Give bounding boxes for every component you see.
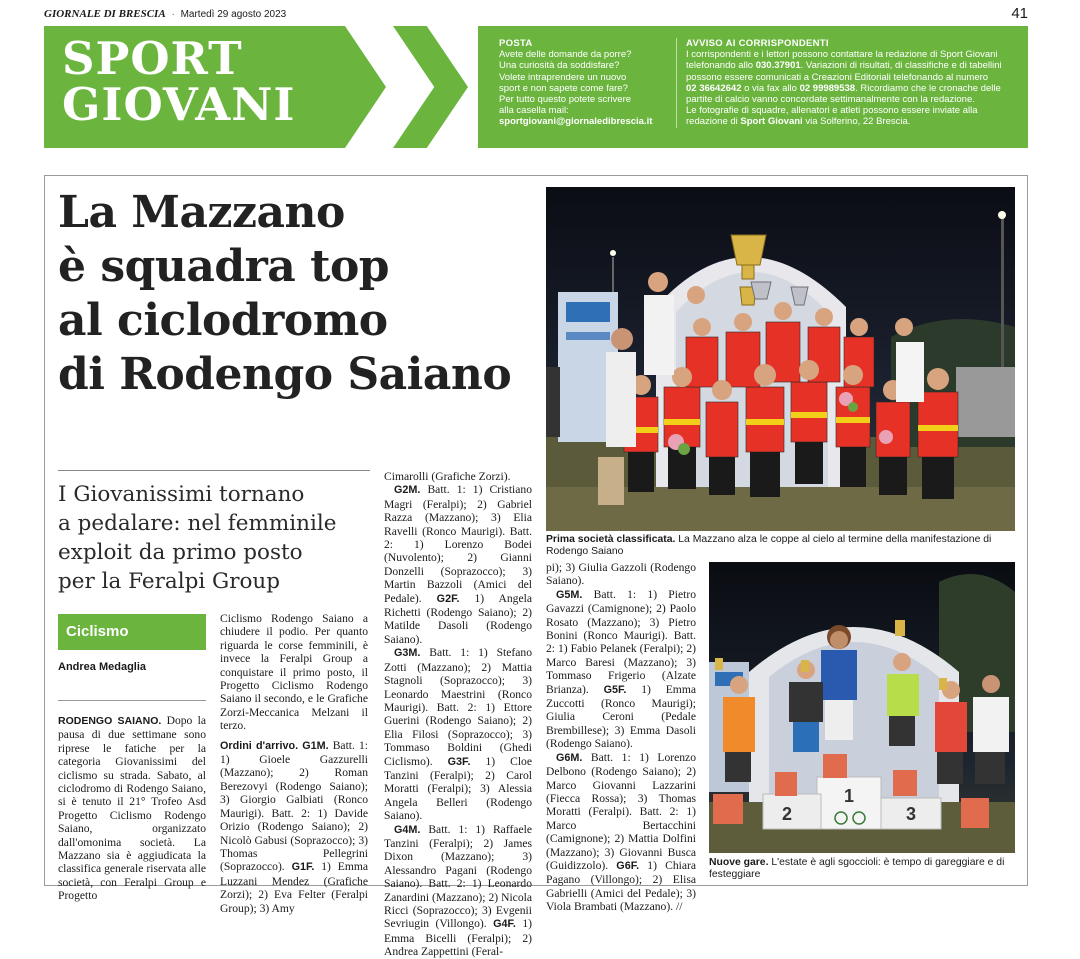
category-label: G4M.: [394, 823, 421, 836]
results-text: Batt. 1: 1) Gioele Gazzurelli (Mazzano); 2) Roman Berezovyi (Rodengo Saiano); 3) Giorgio Galbiati (Ronco Maurigi). Batt. 2: 1) Davide Orizio (Rodengo Saiano); 2) Nicolò Gabusi (Soprazocco); 3) Thomas Pellegrini (Soprazocco).: [220, 738, 368, 874]
body-text: Ciclismo Rodengo Saiano a chiudere il podio. Per quanto riguarda le corse femminili, è invece la Feralpi Group a conquistare il primo posto, il Progetto Ciclismo Rodengo Saiano il secondo, e le Grafiche Zorzi-Meccanica Melzani il terzo.: [220, 612, 368, 733]
category-label: G3F.: [447, 755, 471, 768]
podium-number: 1: [843, 786, 855, 806]
separator: ·: [171, 9, 175, 20]
masthead: GIORNALE DI BRESCIA: [44, 8, 166, 20]
results-label: Ordini d'arrivo. G1M.: [220, 739, 329, 752]
category-label: G6F.: [616, 859, 640, 872]
avviso-line: telefonando allo 030.37901. Variazioni di risultati, di classifiche e di tabellini: [686, 60, 1002, 72]
category-label: G1F.: [291, 861, 315, 874]
page-number: 41: [1011, 5, 1028, 22]
avviso-box: [676, 38, 1016, 128]
article-column-2: [220, 612, 368, 915]
posta-line: Per tutto questo potete scrivere: [499, 94, 632, 106]
article-subheadline: [58, 480, 378, 596]
posta-line: alla casella mail:: [499, 105, 569, 117]
article-column-4: pi); 3) Giulia Gazzoli (Rodengo Saiano). G5M. Batt. 1: 1) Pietro Gavazzi (Camignone); 2) Paolo Rosato (Mazzano); 3) Pietro Bonini (Ronco Maurigi). Batt. 2: 1) Fabio Pelanek (Feralpi); 2) Marco Baresi (Mazzano); 3) Tommaso Frigerio (Alzate Brianza). G5F. 1) Emma Zuccotti (Ronco Maurigi); Giulia Ceroni (Pedale Brembillese); 3) Emma Dasoli (Rodengo Saiano). G6M. Batt. 1: 1) Lorenzo Delbono (Rodengo Saiano); 2) Marco Giovanni Lazzarini (Fiecca Rossa); 3) Thomas Moratti (Feralpi). Batt. 2: 1) Marco Bertacchini (Camignone); 2) Mattia Dolfini (Mazzano); 3) Giovanni Busca (Guidizzolo). G6F. 1) Chiara Pagano (Villongo); 2) Elisa Gabrielli (Amici del Pedale); 3) Viola Brambati (Mazzano). //: [546, 561, 696, 914]
info-banner: [478, 26, 1028, 148]
phone-number: 030.37901: [755, 60, 801, 72]
posta-line: sport e non sapete come fare?: [499, 82, 628, 94]
subhead-line: a pedalare: nel femminile: [58, 511, 337, 536]
subhead-line: per la Feralpi Group: [58, 569, 281, 594]
avviso-line: partite di calcio vanno concordate settimanalmente con la redazione.: [686, 94, 975, 106]
section-title-line1: SPORT: [62, 32, 243, 85]
headline-line: è squadra top: [58, 241, 390, 292]
divider: [58, 470, 370, 471]
article-headline: [58, 186, 538, 402]
avviso-line: possono essere comunicati a Creazioni Editoriali telefonando al numero: [686, 71, 989, 83]
category-label: G4F.: [493, 918, 516, 931]
results-text: pi); 3) Giulia Gazzoli (Rodengo Saiano).: [546, 561, 696, 588]
divider: [58, 700, 206, 701]
category-label: G5F.: [603, 683, 627, 696]
photo-caption: Prima società classificata. La Mazzano alza le coppe al cielo al termine della manifestazione di Rodengo Saiano: [546, 534, 992, 557]
avviso-line: redazione di Sport Giovani via Solferino, 22 Brescia.: [686, 116, 911, 128]
posta-line: Avete delle domande da porre?: [499, 49, 632, 61]
article-column-3: Cimarolli (Grafiche Zorzi). G2M. Batt. 1: 1) Cristiano Magri (Feralpi); 2) Gabriel Razza (Mazzano); 3) Elia Ravelli (Ronco Maurigi). Batt. 2: 1) Lorenzo Bodei (Nuvolento); 2) Gianni Donzelli (Soprazocco); 3) Martin Bazzoli (Amici del Pedale). G2F. 1) Angela Richetti (Rodengo Saiano); 2) Matilde Dasoli (Rodengo Saiano). G3M. Batt. 1: 1) Stefano Zotti (Mazzano); 2) Mattia Stagnoli (Soprazocco); 3) Leonardo Maestrini (Ronco Maurigi). Batt. 2: 1) Ettore Guerini (Rodengo Saiano); 2) Elia Filosi (Soprazocco); 3) Tommaso Boldini (Ghedi Ciclismo). G3F. 1) Cloe Tanzini (Feralpi); 2) Carol Moratti (Feralpi); 3) Alessia Angela Belleri (Rodengo Saiano). G4M. Batt. 1: 1) Raffaele Tanzini (Feralpi); 2) James Dixon (Mazzano); 3) Alessandro Pagani (Rodengo Saiano). Batt. 2: 1) Leonardo Zanardini (Mazzano); 2) Nicola Ricci (Soprazocco); 3) Evgenii Sevriugin (Villongo). G4F. 1) Emma Bicelli (Feralpi); 2) Andrea Zappettini (Feral-: [384, 470, 533, 959]
podium-photo: [709, 562, 1015, 853]
headline-line: di Rodengo Saiano: [58, 349, 512, 400]
article-column-1: [58, 714, 206, 903]
section-title-line2: GIOVANI: [62, 78, 296, 131]
avviso-line: Le fotografie di squadre, allenatori e atleti possono essere inviate alla: [686, 105, 978, 117]
category-label: G2M.: [394, 484, 421, 497]
posta-heading: POSTA: [499, 38, 533, 49]
category-label: G5M.: [556, 588, 583, 601]
subhead-line: exploit da primo posto: [58, 540, 303, 565]
posta-line: Volete intraprendere un nuovo: [499, 71, 627, 83]
category-label: G2F.: [436, 592, 460, 605]
avviso-heading: AVVISO AI CORRISPONDENTI: [686, 38, 829, 49]
category-label: G3M.: [394, 647, 421, 660]
posta-box: [499, 38, 669, 128]
avviso-line: I corrispondenti e i lettori possono contattare la redazione di Sport Giovani: [686, 49, 998, 61]
results-text: Cimarolli (Grafiche Zorzi).: [384, 470, 511, 483]
team-trophy-photo: [546, 187, 1015, 531]
brand-name: Sport Giovani: [740, 116, 803, 128]
posta-line: Una curiosità da soddisfare?: [499, 60, 620, 72]
results-text: 1) Emma Luzzani Mendez (Grafiche Zorzi); 2) Eva Felter (Feralpi Group); 3) Amy: [220, 860, 368, 915]
headline-line: La Mazzano: [58, 187, 345, 238]
posta-email-link[interactable]: sportgiovani@giornaledibrescia.it: [499, 116, 653, 128]
author-byline: Andrea Medaglia: [58, 661, 147, 673]
headline-line: al ciclodromo: [58, 295, 388, 346]
category-label: G6M.: [556, 751, 583, 764]
avviso-line: 02 36642642 o via fax allo 02 99989538. Ricordiamo che le cronache delle: [686, 82, 1001, 94]
fax-number: 02 99989538: [799, 82, 856, 94]
podium-number: 2: [781, 804, 793, 824]
chevron-arrow-icon: [393, 26, 468, 148]
page-top-line: [44, 5, 1034, 24]
subhead-line: I Giovanissimi tornano: [58, 482, 305, 507]
phone-number: 02 36642642: [686, 82, 742, 94]
dateline: RODENGO SAIANO.: [58, 715, 162, 727]
photo-caption: Nuove gare. L'estate è agli sgoccioli: è tempo di gareggiare e di festeggiare: [709, 857, 1005, 880]
issue-date: Martedì 29 agosto 2023: [180, 9, 287, 20]
body-text: Dopo la pausa di due settimane sono riprese le fatiche per la categoria Giovanissimi del ciclismo su strada. Sabato, al ciclodromo di Rodengo Saiano, si è tenuto il 21° Trofeo Asd Progetto Ciclismo Rodengo Saiano, organizzato dall'omonima società. La Mazzano sia è aggiudicata la classifica generale riservata alle società, con Feralpi Group e Progetto: [58, 714, 206, 903]
section-tag: Ciclismo: [58, 614, 206, 650]
podium-number: 3: [905, 804, 917, 824]
section-title: [62, 32, 296, 131]
